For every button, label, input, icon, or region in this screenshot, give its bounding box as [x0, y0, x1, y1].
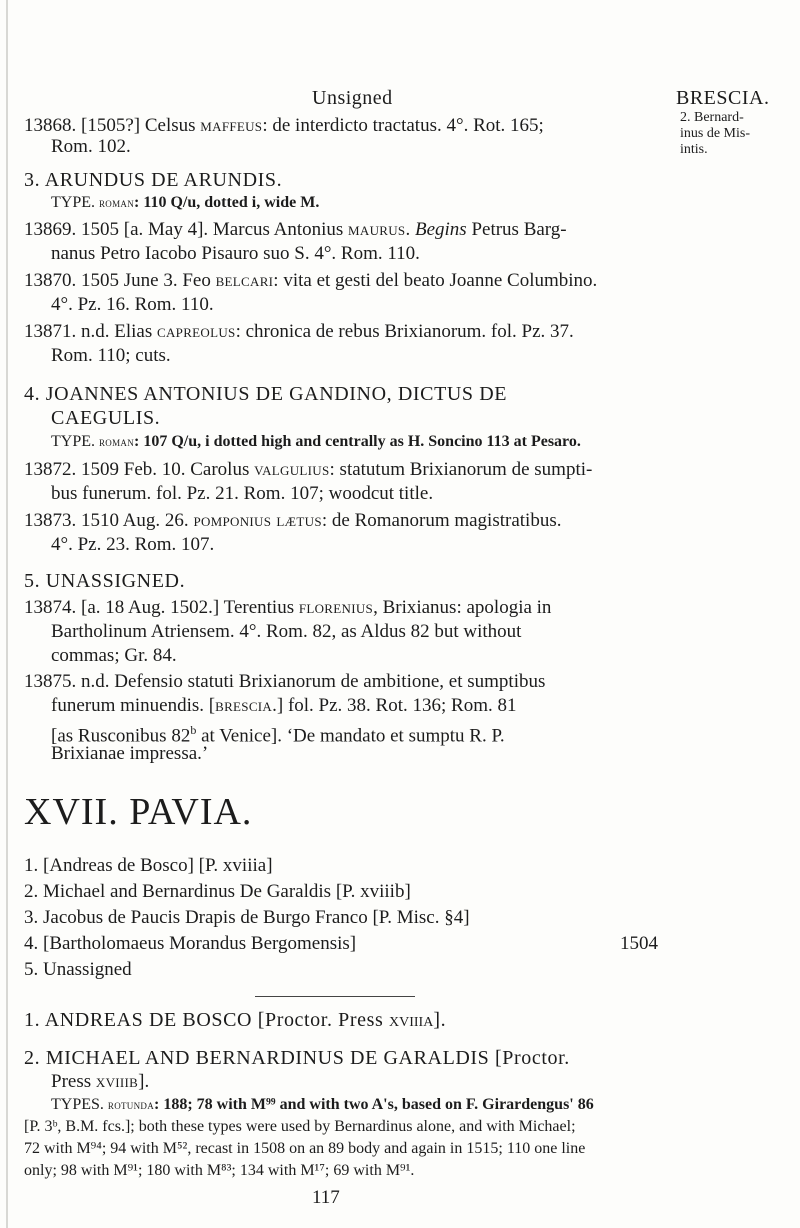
types-line-2: [P. 3ᵇ, B.M. fcs.]; both these types were used by Bernardinus alone, and with Michael; [24, 1118, 576, 1135]
list-item: 2. Michael and Bernardinus De Garaldis [P. xviiib] [24, 881, 411, 902]
entry-13868-line2: Rom. 102. [51, 136, 131, 157]
entry-13870: 13870. 1505 June 3. Feo belcari: vita et gesti del beato Joanne Columbino. [24, 270, 598, 291]
types-line-1: TYPES. rotunda: 188; 78 with M⁹⁹ and with two A's, based on F. Girardengus' 86 [51, 1096, 594, 1113]
type-line-arundus: TYPE. roman: 110 Q/u, dotted i, wide M. [51, 194, 320, 211]
entry-13873-line2: 4°. Pz. 23. Rom. 107. [51, 534, 215, 555]
types-line-3: 72 with M⁹⁴; 94 with M⁵², recast in 1508 on an 89 body and again in 1515; 110 one line [24, 1140, 586, 1157]
list-item: 1. [Andreas de Bosco] [P. xviiia] [24, 855, 273, 876]
entry-13872: 13872. 1509 Feb. 10. Carolus valgulius: statutum Brixianorum de sumpti- [24, 459, 593, 480]
list-item: 5. Unassigned [24, 959, 132, 980]
entry-13872-line2: bus funerum. fol. Pz. 21. Rom. 107; woodcut title. [51, 483, 434, 504]
list-item: 3. Jacobus de Paucis Drapis de Burgo Franco [P. Misc. §4] [24, 907, 470, 928]
type-line-gandino: TYPE. roman: 107 Q/u, i dotted high and centrally as H. Soncino 113 at Pesaro. [51, 433, 581, 450]
margin-note: 2. Bernard- inus de Mis- intis. [680, 110, 750, 157]
entry-13869: 13869. 1505 [a. May 4]. Marcus Antonius maurus. Begins Petrus Barg- [24, 219, 567, 240]
entry-13869-line2: nanus Petro Iacobo Pisauro suo S. 4°. Rom. 110. [51, 243, 420, 264]
section-heading-unassigned: 5. UNASSIGNED. [24, 570, 186, 592]
list-item-date: 1504 [620, 933, 658, 954]
section-heading-arundus: 3. ARUNDUS DE ARUNDIS. [24, 169, 283, 191]
section-divider [255, 996, 415, 997]
section-heading-bosco: 1. ANDREAS DE BOSCO [Proctor. Press xviiia]. [24, 1009, 447, 1031]
chapter-title: XVII. PAVIA. [24, 791, 253, 833]
entry-13871: 13871. n.d. Elias capreolus: chronica de rebus Brixianorum. fol. Pz. 37. [24, 321, 574, 342]
page-edge [6, 0, 8, 1228]
entry-13870-line2: 4°. Pz. 16. Rom. 110. [51, 294, 214, 315]
entry-13874: 13874. [a. 18 Aug. 1502.] Terentius florenius, Brixianus: apologia in [24, 597, 552, 618]
section-heading-gandino: 4. JOANNES ANTONIUS DE GANDINO, DICTUS DE [24, 383, 508, 405]
section-heading-gandino-line2: CAEGULIS. [51, 407, 161, 429]
entry-13875-line4: Brixianae impressa.’ [51, 743, 209, 764]
entry-13875-line3: [as Rusconibus 82$^b$ at Venice]. ‘De mandato et sumptu R. P. [51, 723, 505, 747]
city-heading: BRESCIA. [676, 87, 770, 109]
section-heading-garaldis-line2: Press xviiib]. [51, 1071, 150, 1092]
entry-13871-line2: Rom. 110; cuts. [51, 345, 171, 366]
entry-13874-line2: Bartholinum Atriensem. 4°. Rom. 82, as Aldus 82 but without [51, 621, 522, 642]
types-line-4: only; 98 with M⁹¹; 180 with M⁸³; 134 with M¹⁷; 69 with M⁹¹. [24, 1162, 415, 1179]
entry-13875-line2: funerum minuendis. [brescia.] fol. Pz. 38. Rot. 136; Rom. 81 [51, 695, 517, 716]
page-number: 117 [312, 1187, 340, 1208]
section-heading-garaldis: 2. MICHAEL AND BERNARDINUS DE GARALDIS [Proctor. [24, 1047, 570, 1069]
list-item: 4. [Bartholomaeus Morandus Bergomensis] [24, 933, 357, 954]
entry-13868: 13868. [1505?] Celsus maffeus: de interdicto tractatus. 4°. Rot. 165; [24, 115, 544, 136]
entry-13874-line3: commas; Gr. 84. [51, 645, 177, 666]
entry-13873: 13873. 1510 Aug. 26. pomponius lætus: de Romanorum magistratibus. [24, 510, 562, 531]
running-title: Unsigned [312, 87, 393, 109]
entry-13875: 13875. n.d. Defensio statuti Brixianorum de ambitione, et sumptibus [24, 671, 546, 692]
